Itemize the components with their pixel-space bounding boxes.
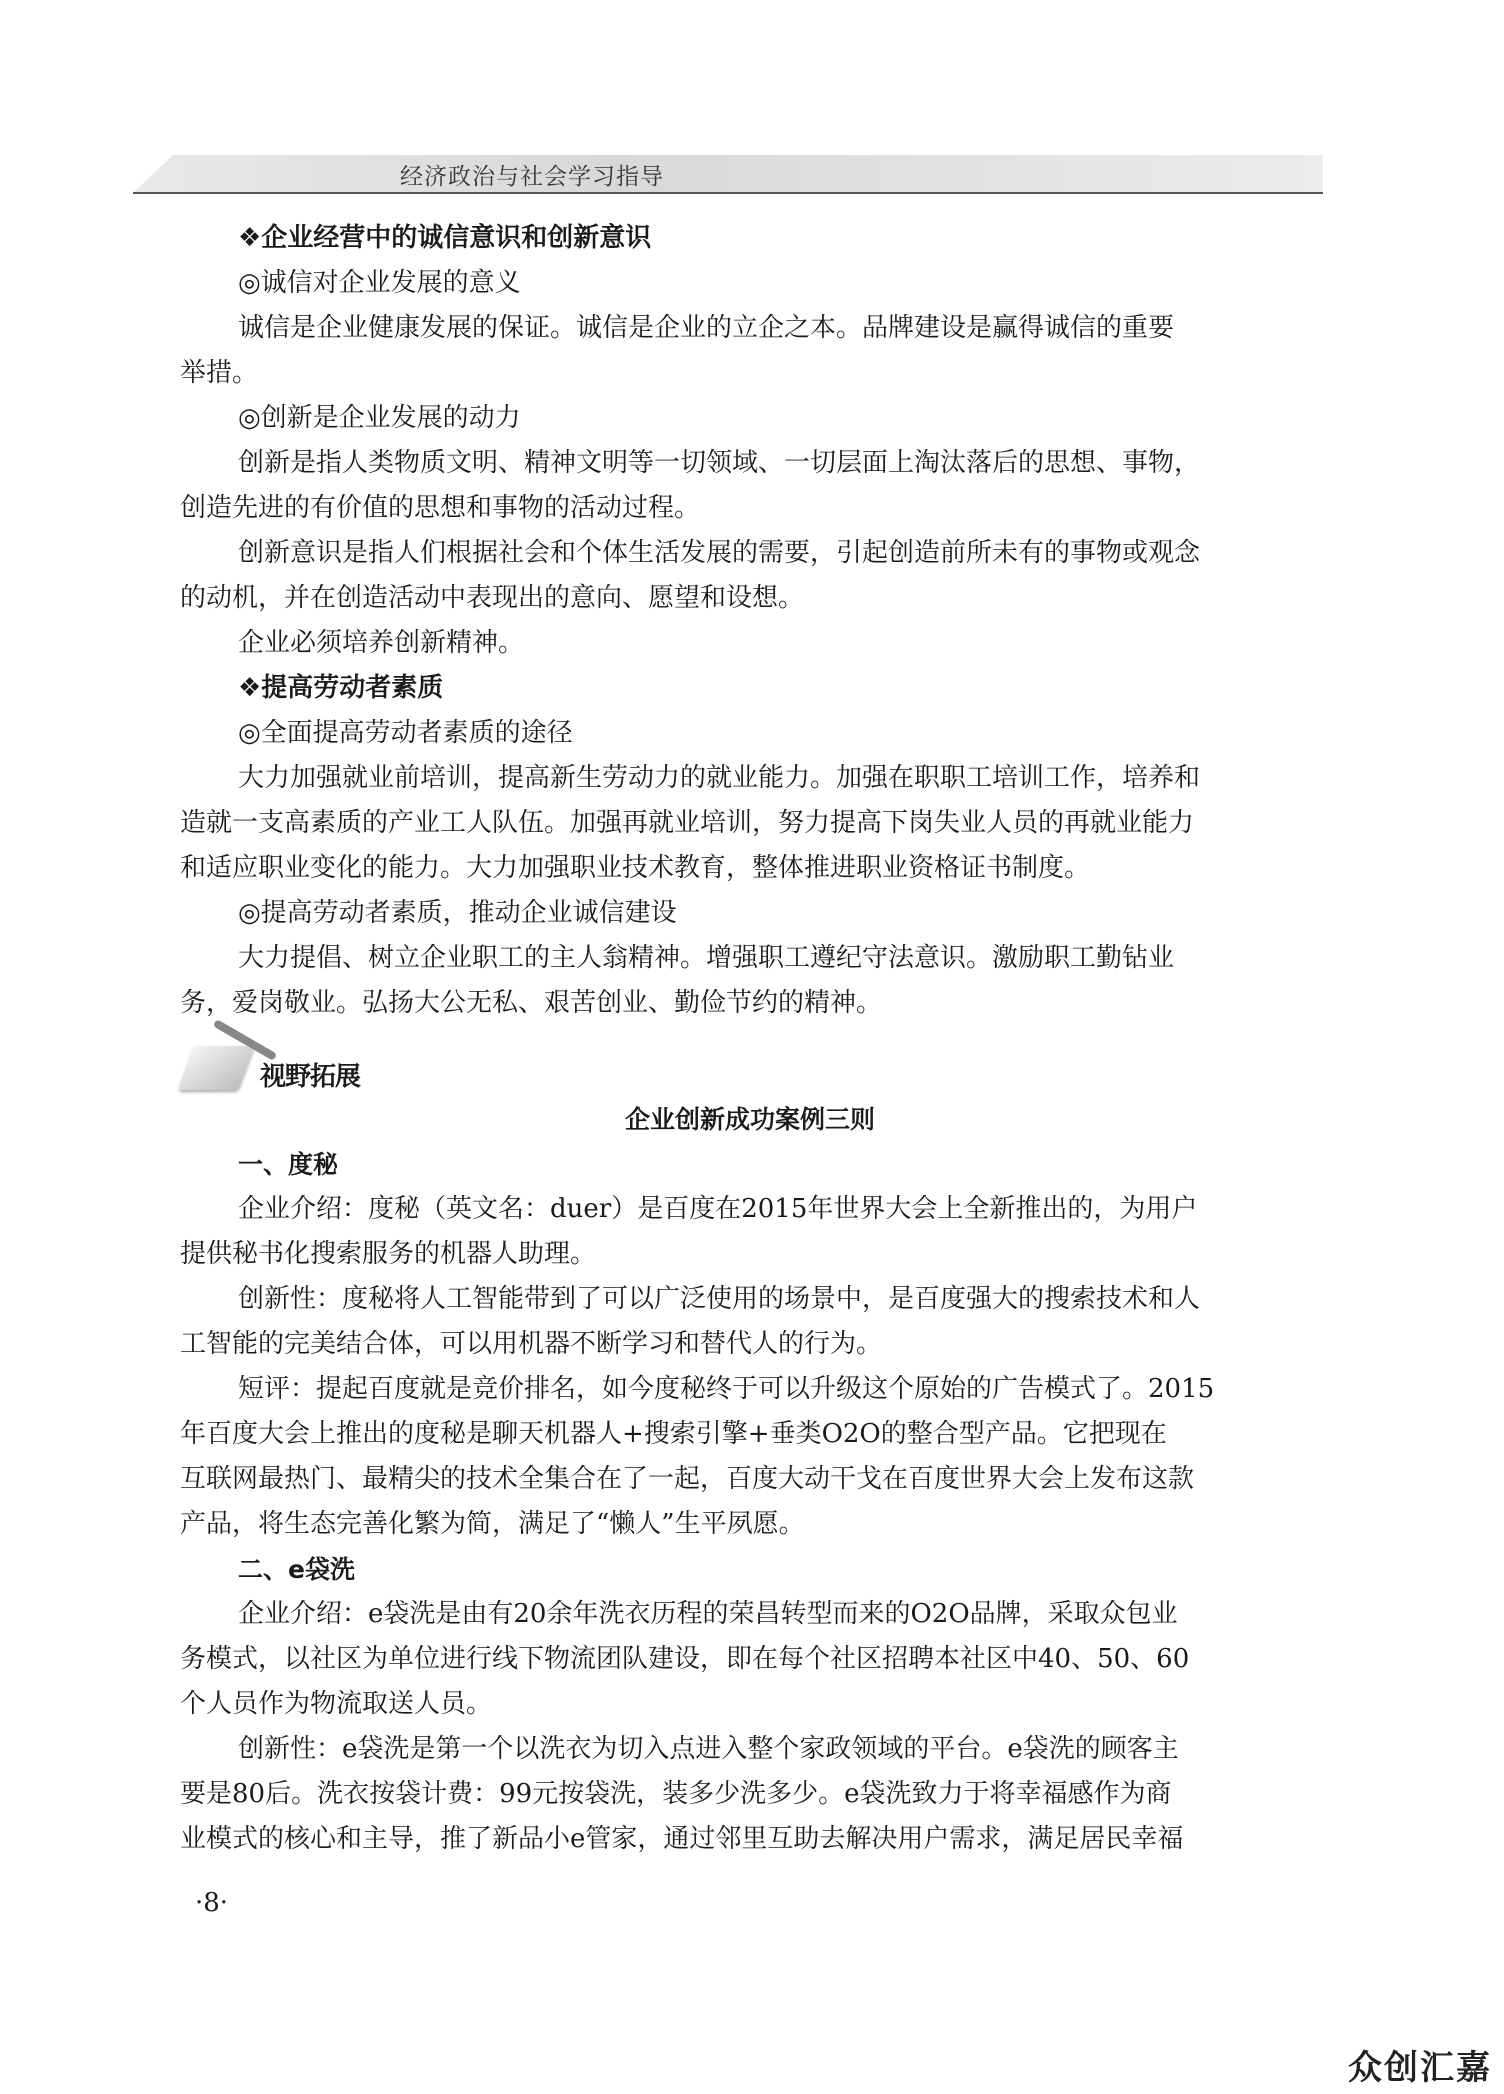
paragraph-line: 企业介绍：e袋洗是由有20余年洗衣历程的荣昌转型而来的O2O品牌，采取众包业 (238, 1599, 1178, 1629)
paragraph-line: 提供秘书化搜索服务的机器人助理。 (180, 1239, 597, 1269)
case-study-title: 企业创新成功案例三则 (624, 1105, 875, 1134)
case-heading-duer: 一、度秘 (238, 1150, 339, 1179)
paragraph-line: 工智能的完美结合体，可以用机器不断学习和替代人的行为。 (180, 1329, 883, 1359)
book-icon (178, 1046, 254, 1090)
header-rule (133, 192, 1323, 194)
paragraph-line: 创新意识是指人们根据社会和个体生活发展的需要，引起创造前所未有的事物或观念 (238, 538, 1201, 568)
paragraph-line: 短评：提起百度就是竞价排名，如今度秘终于可以升级这个原始的广告模式了。2015 (238, 1374, 1215, 1404)
header-band (133, 155, 1323, 193)
paragraph-line: 创新性：e袋洗是第一个以洗衣为切入点进入整个家政领域的平台。e袋洗的顾客主 (238, 1734, 1179, 1764)
page-number: ·8· (195, 1888, 229, 1918)
paragraph-line: 大力提倡、树立企业职工的主人翁精神。增强职工遵纪守法意识。激励职工勤钻业 (238, 943, 1175, 973)
subheading-quality-integrity: ◎提高劳动者素质，推动企业诚信建设 (238, 898, 677, 928)
page-content (180, 216, 1320, 1862)
watermark-logo: 众创汇嘉 (1348, 2048, 1492, 2088)
heading-integrity-innovation: ❖企业经营中的诚信意识和创新意识 (238, 223, 652, 253)
paragraph-line: 务，爱岗敬业。弘扬大公无私、艰苦创业、勤俭节约的精神。 (180, 988, 883, 1018)
section-banner-label: 视野拓展 (260, 1062, 361, 1092)
paragraph-line: 产品，将生态完善化繁为简，满足了“懒人”生平夙愿。 (180, 1509, 805, 1539)
paragraph-line: 企业介绍：度秘（英文名：duer）是百度在2015年世界大会上全新推出的，为用户 (238, 1194, 1198, 1224)
paragraph-line: 造就一支高素质的产业工人队伍。加强再就业培训，努力提高下岗失业人员的再就业能力 (180, 808, 1195, 838)
paragraph-line: 企业必须培养创新精神。 (238, 628, 525, 658)
paragraph-line: 和适应职业变化的能力。大力加强职业技术教育，整体推进职业资格证书制度。 (180, 853, 1091, 883)
subheading-innovation-driver: ◎创新是企业发展的动力 (238, 403, 521, 433)
running-header-title: 经济政治与社会学习指导 (400, 164, 664, 190)
paragraph-line: 大力加强就业前培训，提高新生劳动力的就业能力。加强在职职工培训工作，培养和 (238, 763, 1201, 793)
paragraph-line: 举措。 (180, 358, 259, 388)
case-heading-edaixi: 二、e袋洗 (238, 1555, 355, 1584)
section-banner (180, 1032, 1320, 1098)
paragraph-line: 的动机，并在创造活动中表现出的意向、愿望和设想。 (180, 583, 805, 613)
paragraph-line: 创新是指人类物质文明、精神文明等一切领域、一切层面上淘汰落后的思想、事物， (238, 448, 1201, 478)
paragraph-line: 年百度大会上推出的度秘是聊天机器人+搜索引擎+垂类O2O的整合型产品。它把现在 (180, 1419, 1167, 1449)
paragraph-line: 创新性：度秘将人工智能带到了可以广泛使用的场景中，是百度强大的搜索技术和人 (238, 1284, 1201, 1314)
paragraph-line: 诚信是企业健康发展的保证。诚信是企业的立企之本。品牌建设是赢得诚信的重要 (238, 313, 1175, 343)
paragraph-line: 互联网最热门、最精尖的技术全集合在了一起，百度大动干戈在百度世界大会上发布这款 (180, 1464, 1195, 1494)
paragraph-line: 务模式，以社区为单位进行线下物流团队建设，即在每个社区招聘本社区中40、50、60 (180, 1644, 1190, 1674)
paragraph-line: 业模式的核心和主导，推了新品小e管家，通过邻里互助去解决用户需求，满足居民幸福 (180, 1824, 1184, 1854)
paragraph-line: 创造先进的有价值的思想和事物的活动过程。 (180, 493, 701, 523)
paragraph-line: 要是80后。洗衣按袋计费：99元按袋洗，装多少洗多少。e袋洗致力于将幸福感作为商 (180, 1779, 1172, 1809)
subheading-integrity-meaning: ◎诚信对企业发展的意义 (238, 268, 521, 298)
subheading-quality-approach: ◎全面提高劳动者素质的途径 (238, 718, 573, 748)
heading-worker-quality: ❖提高劳动者素质 (238, 673, 444, 703)
paragraph-line: 个人员作为物流取送人员。 (180, 1689, 493, 1719)
